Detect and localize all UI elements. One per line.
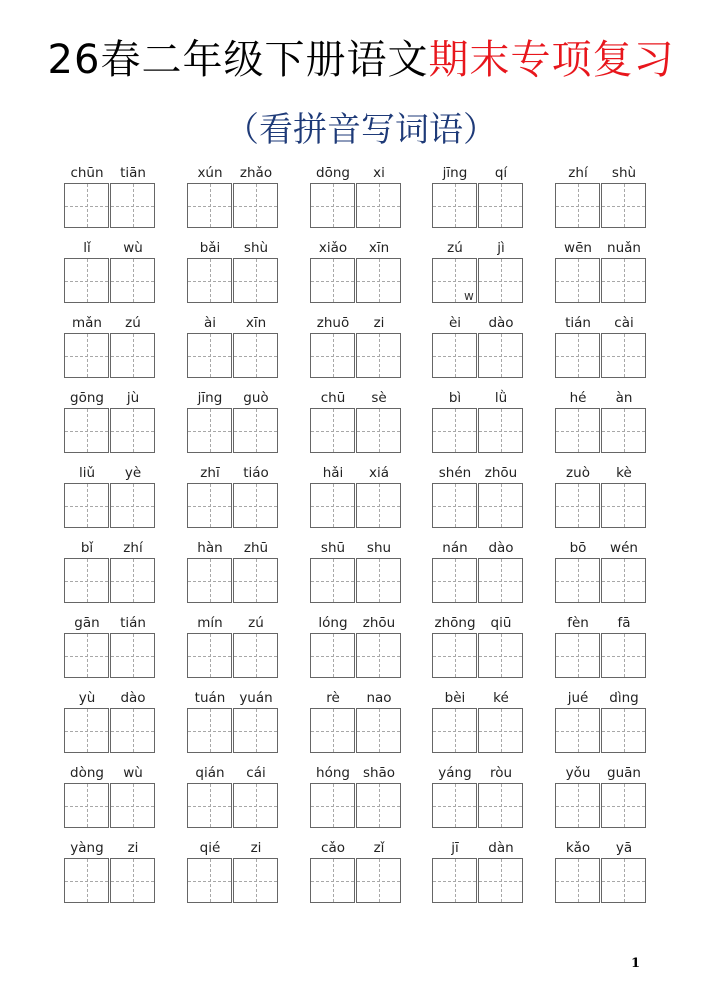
tianzige-box	[478, 708, 523, 753]
tianzige-box	[233, 483, 278, 528]
tianzige-box	[64, 708, 109, 753]
tianzige-box	[310, 408, 355, 453]
word-item	[310, 239, 402, 301]
pinyin-syllable: wēn	[564, 240, 592, 256]
pinyin-syllable: sè	[371, 390, 387, 406]
tianzige-box	[110, 408, 155, 453]
tianzige-box	[187, 783, 232, 828]
tianzige-box	[432, 333, 477, 378]
pinyin-syllable: dào	[488, 315, 514, 331]
pinyin-syllable: gān	[74, 615, 100, 631]
tianzige-box	[233, 708, 278, 753]
tianzige-box	[555, 633, 600, 678]
pinyin-syllable: fā	[617, 615, 631, 631]
tianzige-box	[555, 333, 600, 378]
word-item	[187, 689, 279, 751]
pinyin-syllable: bō	[569, 540, 587, 556]
pinyin-syllable: zǐ	[373, 840, 385, 856]
pinyin-syllable: lǜ	[494, 390, 508, 406]
tianzige-box	[64, 183, 109, 228]
word-item	[187, 764, 279, 826]
pinyin-syllable: cǎo	[321, 840, 345, 856]
tianzige-box	[310, 633, 355, 678]
pinyin-syllable: jì	[497, 240, 505, 256]
tianzige-box	[356, 258, 401, 303]
pinyin-syllable: xún	[197, 165, 223, 181]
pinyin-syllable: zuò	[566, 465, 590, 481]
word-item	[555, 464, 647, 526]
word-item	[555, 389, 647, 451]
pinyin-syllable: zhōng	[434, 615, 476, 631]
pinyin-syllable: xīn	[245, 315, 267, 331]
tianzige-box	[310, 258, 355, 303]
tianzige-box	[64, 633, 109, 678]
tianzige-box	[432, 558, 477, 603]
word-item	[432, 539, 524, 601]
tianzige-box	[110, 258, 155, 303]
word-item	[432, 389, 524, 451]
tianzige-box	[187, 708, 232, 753]
tianzige-box	[64, 483, 109, 528]
word-item	[555, 689, 647, 751]
pinyin-syllable: hóng	[316, 765, 350, 781]
pinyin-syllable: ài	[203, 315, 217, 331]
tianzige-box	[110, 333, 155, 378]
word-item	[187, 539, 279, 601]
word-item	[187, 464, 279, 526]
tianzige-box	[233, 408, 278, 453]
tianzige-box	[187, 183, 232, 228]
tianzige-box	[187, 408, 232, 453]
pinyin-syllable: jué	[567, 690, 589, 706]
tianzige-box	[432, 633, 477, 678]
word-item	[64, 689, 156, 751]
pinyin-syllable: tuán	[194, 690, 226, 706]
tianzige-box	[64, 783, 109, 828]
word-item	[187, 839, 279, 901]
pinyin-syllable: chū	[320, 390, 346, 406]
tianzige-box	[478, 483, 523, 528]
pinyin-syllable: yā	[615, 840, 633, 856]
word-item	[310, 839, 402, 901]
word-item	[187, 164, 279, 226]
tianzige-box	[601, 708, 646, 753]
word-item	[64, 389, 156, 451]
word-item	[64, 164, 156, 226]
pinyin-syllable: qián	[195, 765, 225, 781]
tianzige-box	[478, 258, 523, 303]
pinyin-syllable: yáng	[438, 765, 472, 781]
pinyin-syllable: bǐ	[80, 540, 94, 556]
pinyin-syllable: xīn	[368, 240, 390, 256]
word-item	[187, 239, 279, 301]
pinyin-syllable: zhōu	[484, 465, 518, 481]
pinyin-syllable: wén	[610, 540, 638, 556]
tianzige-box	[233, 558, 278, 603]
tianzige-box	[432, 858, 477, 903]
tianzige-box	[233, 183, 278, 228]
tianzige-box	[555, 558, 600, 603]
word-item	[187, 314, 279, 376]
pinyin-syllable: wù	[123, 765, 143, 781]
tianzige-box	[356, 333, 401, 378]
word-item	[64, 464, 156, 526]
tianzige-box	[110, 558, 155, 603]
word-item	[64, 839, 156, 901]
stray-mark: w	[464, 289, 474, 303]
tianzige-box	[233, 333, 278, 378]
pinyin-syllable: yè	[124, 465, 142, 481]
tianzige-box	[478, 858, 523, 903]
word-item	[64, 539, 156, 601]
title-highlight: 期末专项复习	[428, 37, 675, 83]
word-item	[187, 614, 279, 676]
tianzige-box	[555, 483, 600, 528]
tianzige-box	[601, 558, 646, 603]
tianzige-box	[478, 633, 523, 678]
page-subtitle: （看拼音写词语）	[225, 110, 497, 150]
pinyin-syllable: zhī	[200, 465, 220, 481]
pinyin-syllable: bì	[448, 390, 462, 406]
word-item	[310, 314, 402, 376]
word-item	[187, 389, 279, 451]
pinyin-syllable: guān	[607, 765, 641, 781]
word-item	[310, 689, 402, 751]
pinyin-syllable: jī	[451, 840, 459, 856]
tianzige-box	[478, 558, 523, 603]
pinyin-syllable: xiá	[368, 465, 389, 481]
tianzige-box	[432, 483, 477, 528]
tianzige-box	[110, 633, 155, 678]
tianzige-box	[601, 258, 646, 303]
tianzige-box	[187, 483, 232, 528]
tianzige-box	[555, 858, 600, 903]
pinyin-syllable: kǎo	[565, 840, 591, 856]
pinyin-syllable: tiān	[120, 165, 146, 181]
pinyin-syllable: zhǎo	[239, 165, 273, 181]
word-item	[310, 614, 402, 676]
tianzige-box	[555, 408, 600, 453]
pinyin-syllable: cài	[614, 315, 634, 331]
tianzige-box	[187, 558, 232, 603]
tianzige-box	[110, 858, 155, 903]
pinyin-syllable: xiǎo	[318, 240, 348, 256]
word-item	[432, 689, 524, 751]
word-item	[555, 314, 647, 376]
tianzige-box	[478, 183, 523, 228]
pinyin-syllable: rè	[326, 690, 340, 706]
word-item	[310, 464, 402, 526]
tianzige-box	[478, 783, 523, 828]
pinyin-syllable: zú	[447, 240, 463, 256]
tianzige-box	[356, 183, 401, 228]
tianzige-box	[233, 783, 278, 828]
pinyin-syllable: hé	[569, 390, 587, 406]
tianzige-box	[64, 258, 109, 303]
pinyin-syllable: wù	[123, 240, 143, 256]
word-item	[432, 239, 524, 301]
tianzige-box	[187, 858, 232, 903]
word-item	[310, 539, 402, 601]
pinyin-syllable: dòng	[70, 765, 104, 781]
pinyin-syllable: tián	[565, 315, 591, 331]
tianzige-box	[110, 783, 155, 828]
tianzige-box	[64, 333, 109, 378]
tianzige-box	[233, 258, 278, 303]
pinyin-syllable: tián	[120, 615, 146, 631]
tianzige-box	[110, 708, 155, 753]
pinyin-syllable: hàn	[197, 540, 223, 556]
tianzige-box	[601, 183, 646, 228]
pinyin-syllable: kè	[616, 465, 632, 481]
pinyin-syllable: nán	[442, 540, 468, 556]
tianzige-box	[356, 783, 401, 828]
pinyin-syllable: hǎi	[322, 465, 344, 481]
tianzige-box	[432, 183, 477, 228]
tianzige-box	[356, 408, 401, 453]
tianzige-box	[310, 858, 355, 903]
pinyin-syllable: shu	[366, 540, 392, 556]
tianzige-box	[110, 483, 155, 528]
pinyin-syllable: mǎn	[72, 315, 102, 331]
tianzige-box	[432, 408, 477, 453]
word-item	[64, 239, 156, 301]
pinyin-syllable: dìng	[609, 690, 639, 706]
tianzige-box	[601, 858, 646, 903]
pinyin-syllable: bǎi	[199, 240, 221, 256]
word-item	[432, 164, 524, 226]
pinyin-syllable: tiáo	[243, 465, 269, 481]
word-item	[310, 164, 402, 226]
tianzige-box	[187, 258, 232, 303]
pinyin-syllable: jīng	[197, 390, 223, 406]
pinyin-syllable: dào	[120, 690, 146, 706]
pinyin-syllable: liǔ	[78, 465, 96, 481]
tianzige-box	[310, 333, 355, 378]
word-item	[64, 314, 156, 376]
page-number: 1	[630, 956, 640, 971]
pinyin-syllable: shù	[611, 165, 637, 181]
pinyin-syllable: cái	[246, 765, 266, 781]
word-item	[64, 614, 156, 676]
pinyin-syllable: qiū	[490, 615, 512, 631]
pinyin-syllable: zi	[127, 840, 139, 856]
word-item	[432, 839, 524, 901]
pinyin-syllable: zhū	[243, 540, 269, 556]
tianzige-box	[601, 408, 646, 453]
word-item	[432, 614, 524, 676]
pinyin-syllable: dàn	[488, 840, 514, 856]
pinyin-syllable: èi	[448, 315, 462, 331]
word-item	[64, 764, 156, 826]
pinyin-syllable: gōng	[70, 390, 104, 406]
word-item	[432, 764, 524, 826]
pinyin-syllable: zú	[125, 315, 141, 331]
pinyin-syllable: yù	[78, 690, 96, 706]
tianzige-box	[601, 333, 646, 378]
tianzige-box	[233, 633, 278, 678]
tianzige-box	[310, 558, 355, 603]
pinyin-syllable: lǐ	[83, 240, 91, 256]
tianzige-box	[432, 783, 477, 828]
pinyin-syllable: àn	[615, 390, 633, 406]
pinyin-syllable: zhí	[123, 540, 143, 556]
pinyin-syllable: zi	[250, 840, 262, 856]
pinyin-syllable: fèn	[567, 615, 589, 631]
tianzige-box	[356, 633, 401, 678]
pinyin-syllable: xi	[373, 165, 385, 181]
pinyin-syllable: zhuō	[316, 315, 350, 331]
pinyin-syllable: yàng	[70, 840, 104, 856]
pinyin-syllable: yuán	[239, 690, 273, 706]
pinyin-syllable: shāo	[362, 765, 396, 781]
pinyin-syllable: zhōu	[362, 615, 396, 631]
tianzige-box	[432, 708, 477, 753]
pinyin-syllable: qié	[199, 840, 221, 856]
pinyin-syllable: jīng	[442, 165, 468, 181]
tianzige-box	[555, 708, 600, 753]
pinyin-syllable: zi	[373, 315, 385, 331]
word-item	[555, 839, 647, 901]
word-item	[555, 614, 647, 676]
tianzige-box	[601, 483, 646, 528]
tianzige-box	[187, 633, 232, 678]
pinyin-syllable: ké	[493, 690, 509, 706]
word-item	[555, 164, 647, 226]
pinyin-syllable: nuǎn	[607, 240, 641, 256]
word-item	[555, 239, 647, 301]
pinyin-syllable: yǒu	[565, 765, 591, 781]
pinyin-syllable: zú	[248, 615, 264, 631]
tianzige-box	[478, 333, 523, 378]
tianzige-box	[356, 558, 401, 603]
word-item	[432, 464, 524, 526]
pinyin-syllable: zhí	[568, 165, 588, 181]
pinyin-syllable: shén	[438, 465, 472, 481]
tianzige-box	[64, 858, 109, 903]
word-item	[310, 389, 402, 451]
word-item	[555, 539, 647, 601]
tianzige-box	[64, 408, 109, 453]
pinyin-syllable: guò	[243, 390, 269, 406]
tianzige-box	[356, 858, 401, 903]
tianzige-box	[233, 858, 278, 903]
tianzige-box	[110, 183, 155, 228]
pinyin-syllable: shù	[243, 240, 269, 256]
pinyin-syllable: dào	[488, 540, 514, 556]
tianzige-box	[187, 333, 232, 378]
pinyin-syllable: nao	[366, 690, 392, 706]
tianzige-box	[555, 258, 600, 303]
pinyin-syllable: lóng	[318, 615, 348, 631]
pinyin-syllable: jù	[126, 390, 140, 406]
tianzige-box	[356, 483, 401, 528]
pinyin-syllable: dōng	[316, 165, 350, 181]
tianzige-box	[310, 708, 355, 753]
title-main: 26春二年级下册语文	[47, 37, 429, 83]
pinyin-syllable: bèi	[444, 690, 466, 706]
tianzige-box	[555, 783, 600, 828]
pinyin-syllable: shū	[320, 540, 346, 556]
tianzige-box	[601, 783, 646, 828]
pinyin-syllable: qí	[494, 165, 508, 181]
word-item	[310, 764, 402, 826]
tianzige-box	[310, 783, 355, 828]
word-item	[432, 314, 524, 376]
tianzige-box	[555, 183, 600, 228]
word-item	[555, 764, 647, 826]
tianzige-box	[310, 183, 355, 228]
tianzige-box	[356, 708, 401, 753]
pinyin-syllable: chūn	[70, 165, 104, 181]
tianzige-box	[310, 483, 355, 528]
tianzige-box	[64, 558, 109, 603]
pinyin-syllable: mín	[197, 615, 223, 631]
tianzige-box	[601, 633, 646, 678]
tianzige-box	[478, 408, 523, 453]
pinyin-syllable: ròu	[489, 765, 513, 781]
